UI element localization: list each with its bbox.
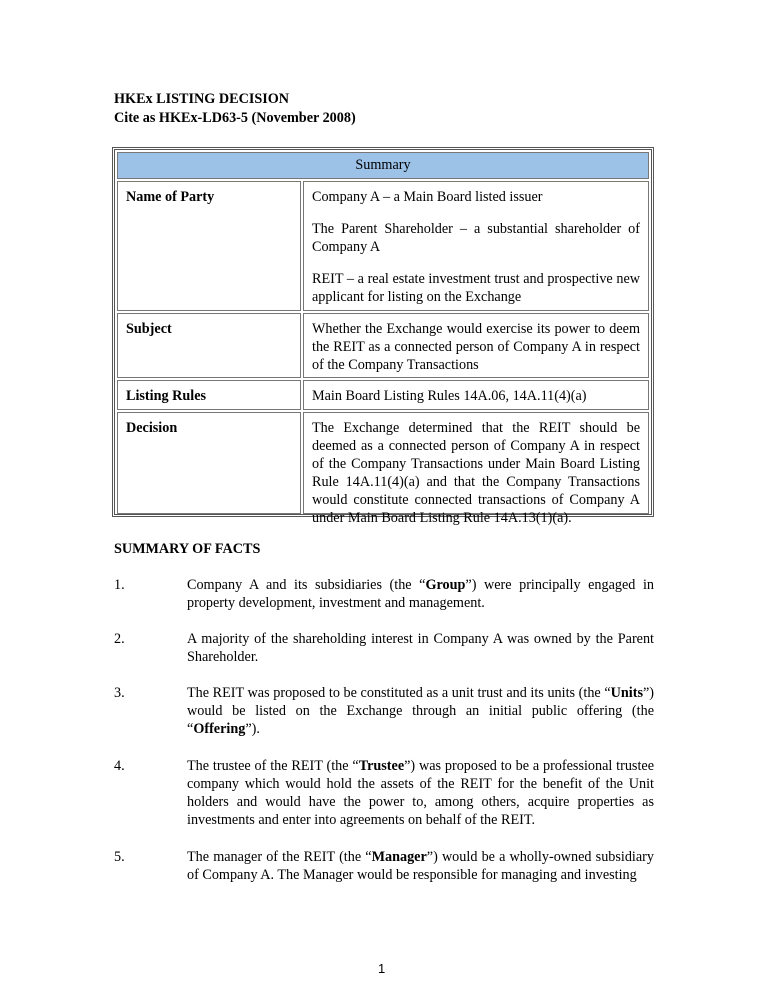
fact-text: A majority of the shareholding interest in Company A was owned by the Parent Shareholder.	[187, 631, 654, 665]
row-value-subject	[303, 313, 649, 378]
row-value-decision	[303, 412, 649, 526]
fact-text: Company A and its subsidiaries (the “Group”) were principally engaged in property development, investment and management.	[187, 577, 654, 611]
party-parent-shareholder: The Parent Shareholder – a substantial shareholder of Company A	[312, 221, 640, 255]
section-title-summary-of-facts: SUMMARY OF FACTS	[114, 541, 261, 557]
document-header	[114, 90, 356, 128]
row-value-name-of-party	[303, 181, 649, 311]
page-number: 1	[378, 961, 386, 976]
fact-number: 4.	[114, 758, 125, 774]
fact-text: The trustee of the REIT (the “Trustee”) was proposed to be a professional trustee company which would hold the assets of the REIT for the benefit of the Unit holders and would have the power to, among others, acquire properties as investments and enter into agreements on behalf of the REIT.	[187, 758, 654, 828]
row-label-name-of-party: Name of Party	[117, 181, 301, 311]
listing-rules-text: Main Board Listing Rules 14A.06, 14A.11(4)(a)	[312, 388, 587, 404]
header-title: HKEx LISTING DECISION	[114, 91, 290, 107]
fact-number: 2.	[114, 631, 125, 647]
summary-heading: Summary	[117, 152, 649, 179]
party-reit: REIT – a real estate investment trust and prospective new applicant for listing on the Exchange	[312, 271, 640, 305]
fact-number: 1.	[114, 577, 125, 593]
fact-text: The REIT was proposed to be constituted as a unit trust and its units (the “Units”) would be listed on the Exchange through an initial public offering (the “Offering”).	[187, 685, 654, 737]
header-citation: Cite as HKEx-LD63-5 (November 2008)	[114, 110, 356, 126]
row-label-decision: Decision	[117, 412, 301, 514]
row-label-listing-rules: Listing Rules	[117, 380, 301, 410]
decision-text: The Exchange determined that the REIT should be deemed as a connected person of Company A in respect of the Company Transactions under Main Board Listing Rule 14A.11(4)(a) and that the Company Transactions would constitute connected transactions of Company A under Main Board Listing Rule 14A.13(1)(a).	[312, 420, 640, 526]
party-company-a: Company A – a Main Board listed issuer	[312, 189, 543, 205]
row-label-subject: Subject	[117, 313, 301, 378]
subject-text: Whether the Exchange would exercise its power to deem the REIT as a connected person of Company A in respect of the Company Transactions	[312, 321, 640, 373]
row-value-listing-rules	[303, 380, 649, 410]
summary-table	[112, 147, 654, 526]
fact-number: 3.	[114, 685, 125, 701]
fact-number: 5.	[114, 849, 125, 865]
fact-text: The manager of the REIT (the “Manager”) would be a wholly-owned subsidiary of Company A. The Manager would be responsible for managing and investing	[187, 849, 654, 883]
